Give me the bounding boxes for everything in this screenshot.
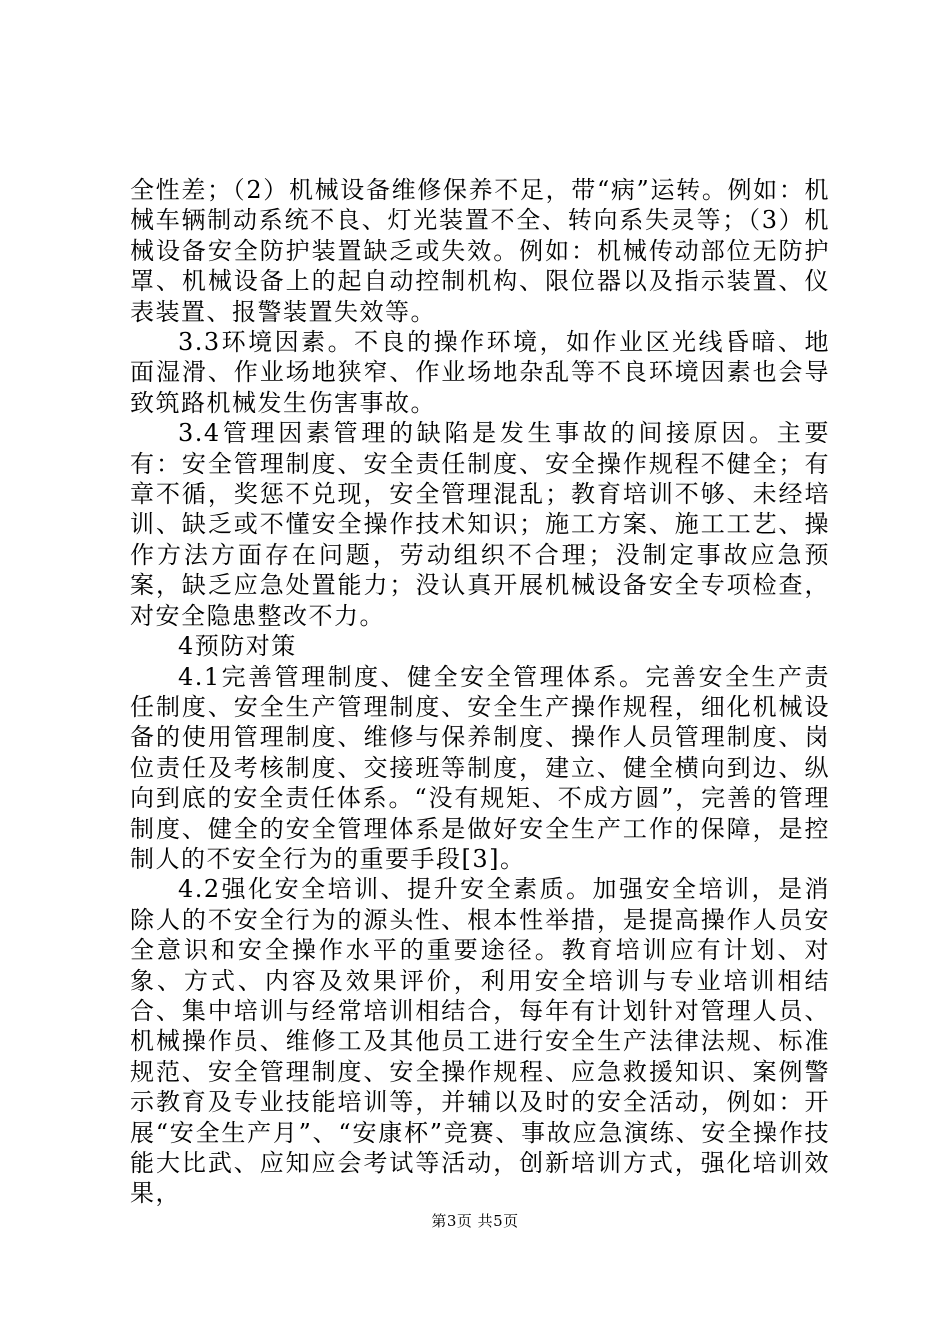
page-number-footer: 第3页 共5页 (431, 1212, 519, 1230)
paragraph-equipment-factors: 全性差；（2）机械设备维修保养不足，带“病”运转。例如：机械车辆制动系统不良、灯光装置不全、转向系失灵等；（3）机械设备安全防护装置缺乏或失效。例如：机械传动部位无防护罩、机械设备上的起自动控制机构、限位器以及指示装置、仪表装置、报警装置失效等。 (130, 176, 830, 326)
paragraph-environment-factors: 3.3环境因素。不良的操作环境，如作业区光线昏暗、地面湿滑、作业场地狭窄、作业场地杂乱等不良环境因素也会导致筑路机械发生伤害事故。 (130, 328, 830, 417)
paragraph-management-factors: 3.4管理因素管理的缺陷是发生事故的间接原因。主要有：安全管理制度、安全责任制度、安全操作规程不健全；有章不循，奖惩不兑现，安全管理混乱；教育培训不够、未经培训、缺乏或不懂安全操作技术知识；施工方案、施工工艺、操作方法方面存在问题，劳动组织不合理；没制定事故应急预案，缺乏应急处置能力；没认真开展机械设备安全专项检查，对安全隐患整改不力。 (130, 419, 830, 630)
paragraph-safety-training: 4.2强化安全培训、提升安全素质。加强安全培训，是消除人的不安全行为的源头性、根本性举措，是提高操作人员安全意识和安全操作水平的重要途径。教育培训应有计划、对象、方式、内容及效果评价，利用安全培训与专业培训相结合、集中培训与经常培训相结合，每年有计划针对管理人员、机械操作员、维修工及其他员工进行安全生产法律法规、标准规范、安全管理制度、安全操作规程、应急救援知识、案例警示教育及专业技能培训等，并辅以及时的安全活动，例如：开展“安全生产月”、“安康杯”竞赛、事故应急演练、安全操作技能大比武、应知应会考试等活动，创新培训方式，强化培训效果， (130, 875, 830, 1208)
document-body (130, 175, 830, 1209)
paragraph-management-system: 4.1完善管理制度、健全安全管理体系。完善安全生产责任制度、安全生产管理制度、安全生产操作规程，细化机械设备的使用管理制度、维修与保养制度、操作人员管理制度、岗位责任及考核制度、交接班等制度，建立、健全横向到边、纵向到底的安全责任体系。“没有规矩、不成方圆”，完善的管理制度、健全的安全管理体系是做好安全生产工作的保障，是控制人的不安全行为的重要手段[3]。 (130, 662, 830, 873)
section-heading-prevention: 4预防对策 (178, 632, 297, 661)
